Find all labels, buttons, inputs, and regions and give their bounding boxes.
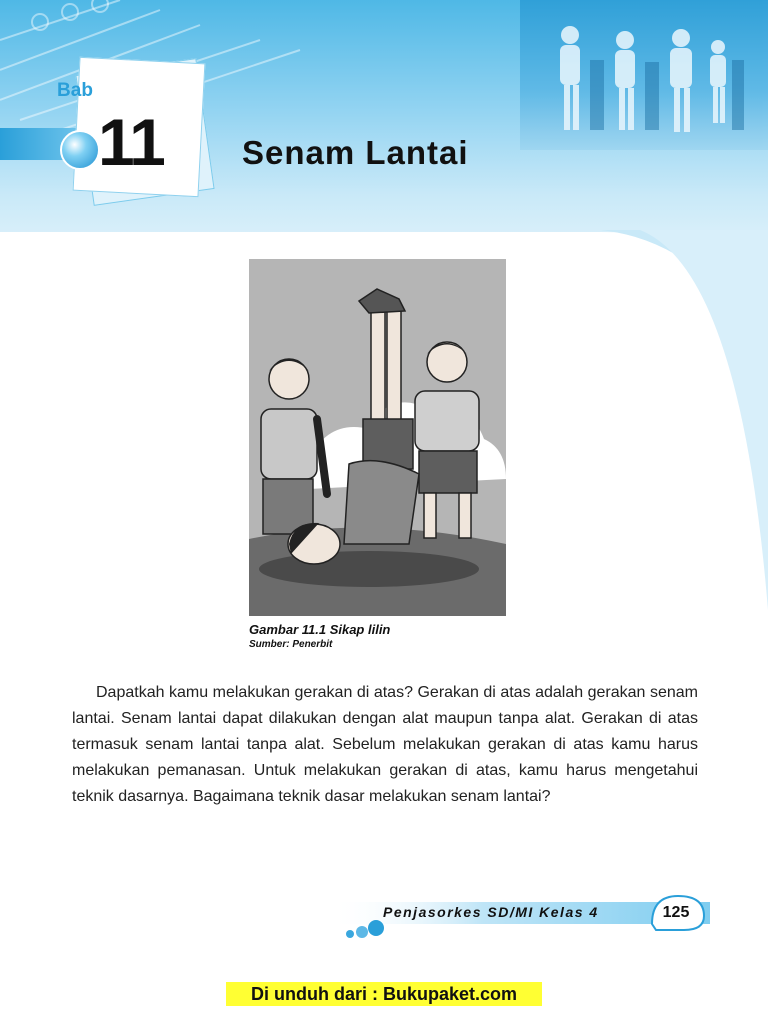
bubble-icon xyxy=(60,130,100,170)
chapter-number: 11 xyxy=(98,105,164,179)
chapter-title: Senam Lantai xyxy=(242,134,469,171)
chapter-label: Bab xyxy=(57,80,93,101)
figure-source: Sumber: Penerbit xyxy=(249,639,333,650)
download-source-note: Di unduh dari : Bukupaket.com xyxy=(226,982,542,1006)
figure-caption: Gambar 11.1 Sikap lilin xyxy=(249,622,391,637)
body-paragraph: Dapatkah kamu melakukan gerakan di atas? Gerakan di atas adalah gerakan senam lantai. Senam lantai dapat dilakukan dengan alat maupun tanpa alat. Gerakan di atas termasuk senam lantai tanpa alat. Sebelum melakukan gerakan di atas kamu harus melakukan pemanasan. Untuk melakukan gerakan di atas, kamu harus mengetahui teknik dasarnya. Bagaimana teknik dasar melakukan senam lantai? xyxy=(72,684,698,805)
book-title: Penjasorkes SD/MI Kelas 4 xyxy=(383,904,599,920)
page-number: 125 xyxy=(662,904,690,921)
candle-pose-illustration xyxy=(249,259,506,616)
